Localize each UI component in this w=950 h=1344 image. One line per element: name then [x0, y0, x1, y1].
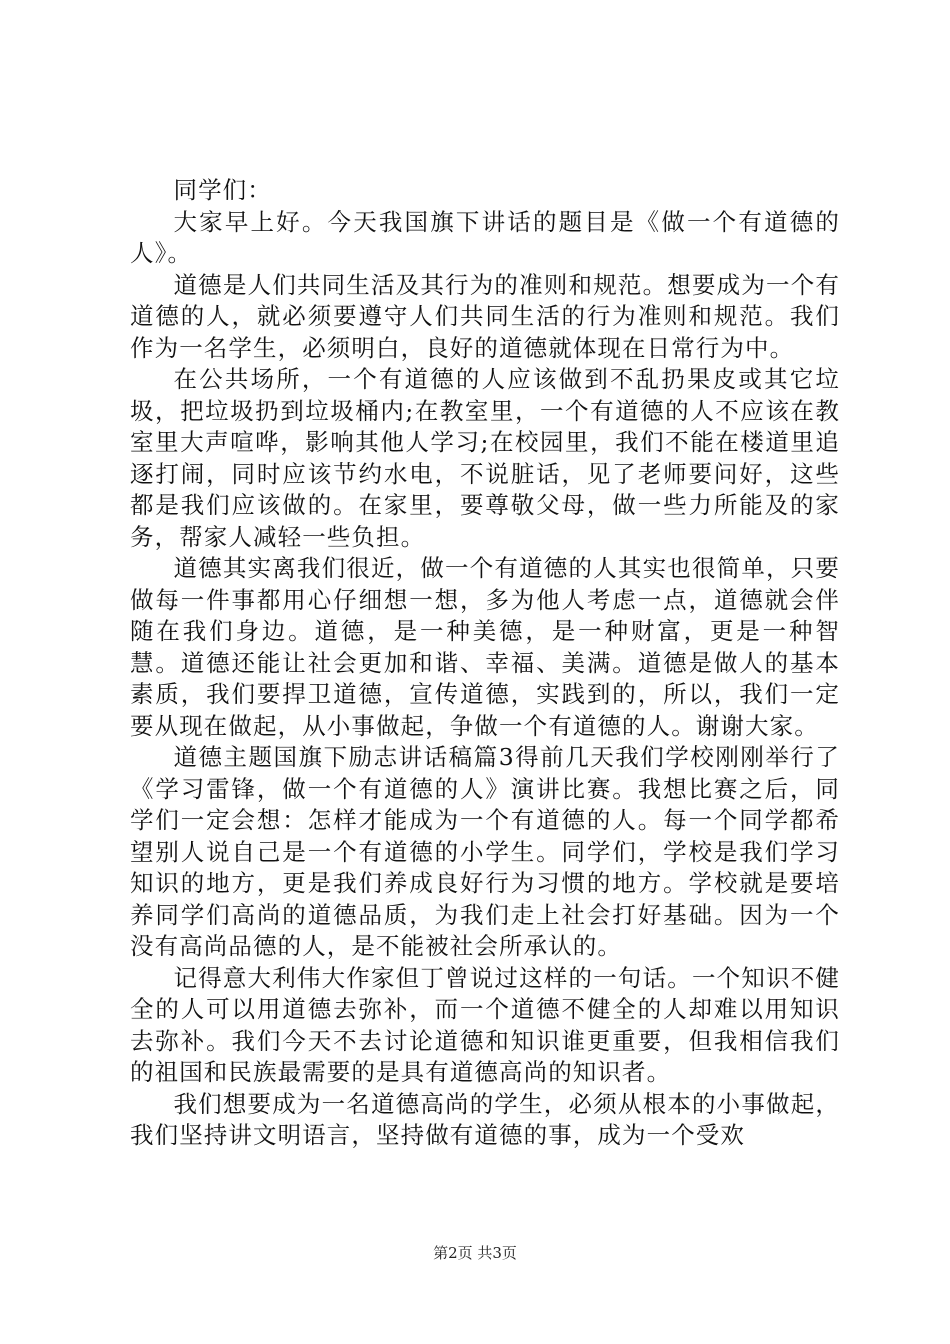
- document-body: [130, 175, 840, 1152]
- paragraph-6: 记得意大利伟大作家但丁曾说过这样的一句话。一个知识不健全的人可以用道德去弥补，而一个道德不健全的人却难以用知识去弥补。我们今天不去讨论道德和知识谁更重要，但我相信我们的祖国和民族最需要的是具有道德高尚的知识者。: [130, 963, 840, 1086]
- salutation: 同学们：: [173, 176, 272, 204]
- paragraph-2: 道德是人们共同生活及其行为的准则和规范。想要成为一个有道德的人，就必须要遵守人们共同生活的行为准则和规范。我们作为一名学生，必须明白，良好的道德就体现在日常行为中。: [130, 270, 840, 362]
- paragraph-3: 在公共场所，一个有道德的人应该做到不乱扔果皮或其它垃圾，把垃圾扔到垃圾桶内;在教室里，一个有道德的人不应该在教室里大声喧哗，影响其他人学习;在校园里，我们不能在楼道里追逐打闹，同时应该节约水电，不说脏话，见了老师要问好，这些都是我们应该做的。在家里，要尊敬父母，做一些力所能及的家务，帮家人减轻一些负担。: [130, 365, 840, 551]
- paragraph-7: 我们想要成为一名道德高尚的学生，必须从根本的小事做起，我们坚持讲文明语言，坚持做有道德的事，成为一个受欢: [130, 1089, 840, 1149]
- paragraph-4: 道德其实离我们很近，做一个有道德的人其实也很简单，只要做每一件事都用心仔细想一想，多为他人考虑一点，道德就会伴随在我们身边。道德，是一种美德，是一种财富，更是一种智慧。道德还能让社会更加和谐、幸福、美满。道德是做人的基本素质，我们要捍卫道德，宣传道德，实践到的，所以，我们一定要从现在做起，从小事做起，争做一个有道德的人。谢谢大家。: [130, 554, 840, 740]
- page-footer: 第2页 共3页: [433, 1244, 517, 1262]
- paragraph-1: 大家早上好。今天我国旗下讲话的题目是《做一个有道德的人》。: [130, 207, 840, 267]
- paragraph-5: 道德主题国旗下励志讲话稿篇3得前几天我们学校刚刚举行了《学习雷锋，做一个有道德的人》演讲比赛。我想比赛之后，同学们一定会想：怎样才能成为一个有道德的人。每一个同学都希望别人说自己是一个有道德的小学生。同学们，学校是我们学习知识的地方，更是我们养成良好行为习惯的地方。学校就是要培养同学们高尚的道德品质，为我们走上社会打好基础。因为一个没有高尚品德的人，是不能被社会所承认的。: [130, 743, 840, 960]
